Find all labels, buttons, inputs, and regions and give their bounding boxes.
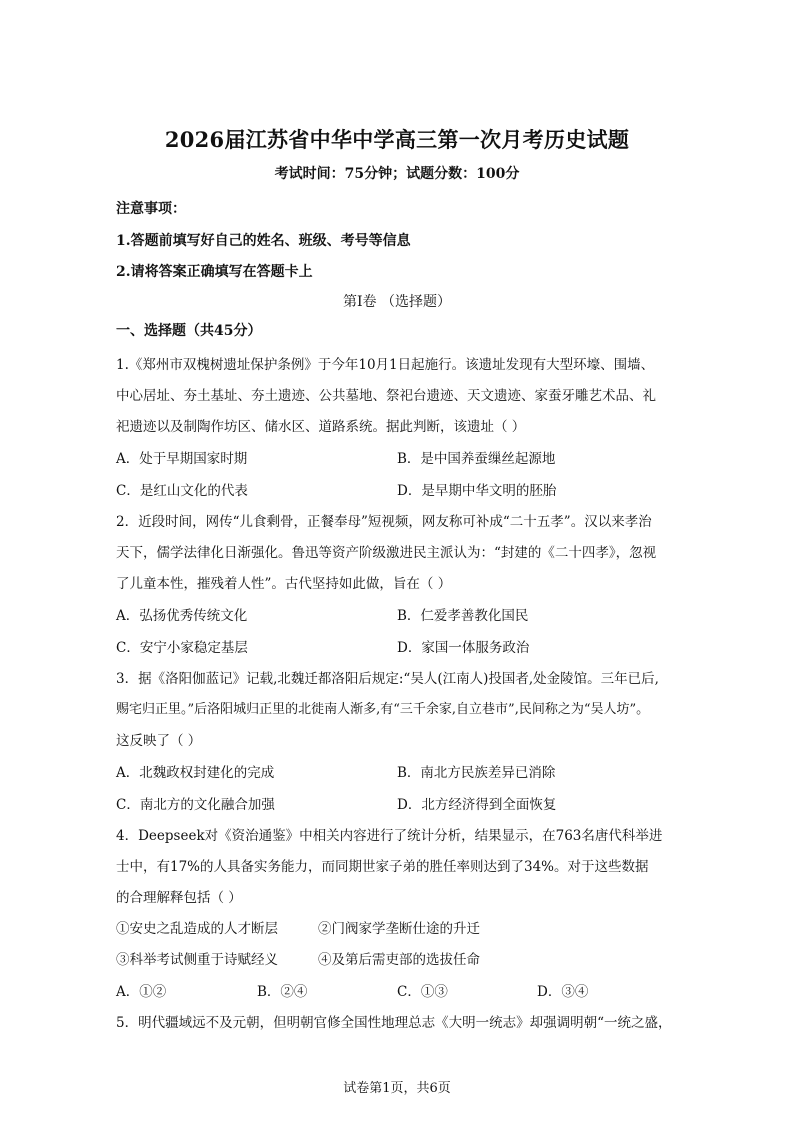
question-4-option-d: D．③④ (537, 984, 589, 1000)
question-2-option-b: B．仁爱孝善教化国民 (397, 608, 529, 624)
question-2-text: 2．近段时间，网传“儿食剩骨，正餐奉母”短视频，网友称可补成“二十五孝”。汉以来孝治 (116, 514, 652, 530)
question-2-option-a: A．弘扬优秀传统文化 (116, 608, 248, 624)
question-3-text: 3．据《洛阳伽蓝记》记载,北魏迁都洛阳后规定:“吴人(江南人)投国者,处金陵馆。三年已后, (116, 671, 659, 687)
page-footer: 试卷第1页，共6页 (343, 1081, 451, 1096)
notes-heading: 注意事项： (116, 201, 186, 217)
question-1-option-c: C．是红山文化的代表 (116, 483, 248, 499)
question-4-option-b: B．②④ (257, 984, 308, 1000)
question-2-option-d: D．家国一体服务政治 (397, 640, 530, 656)
question-4-item-2: ②门阀家学垄断仕途的升迁 (318, 921, 480, 937)
note-item: 2.请将答案正确填写在答题卡上 (116, 264, 313, 280)
question-4-item-3: ③科举考试侧重于诗赋经义 (116, 952, 278, 968)
note-item: 1.答题前填写好自己的姓名、班级、考号等信息 (116, 233, 411, 249)
question-3-text: 赐宅归正里。”后洛阳城归正里的北徙南人渐多,有“三千余家,自立巷市”,民间称之为“吴人坊”。 (116, 702, 650, 717)
question-4-item-4: ④及第后需吏部的选拔任命 (318, 952, 480, 968)
question-1-text: 祀遗迹以及制陶作坊区、储水区、道路系统。据此判断，该遗址（ ） (116, 419, 526, 435)
question-4-item-1: ①安史之乱造成的人才断层 (116, 921, 278, 937)
question-4-option-c: C．①③ (397, 984, 448, 1000)
question-4-option-a: A．①② (116, 984, 167, 1000)
exam-time-and-score: 考试时间：75分钟；试题分数：100分 (274, 166, 520, 182)
question-1-text: 中心居址、夯土基址、夯土遗迹、公共墓地、祭祀台遗迹、天文遗迹、家蚕牙雕艺术品、礼 (116, 388, 656, 404)
question-3-option-c: C．南北方的文化融合加强 (116, 797, 275, 813)
question-2-text: 天下，儒学法律化日渐强化。鲁迅等资产阶级激进民主派认为：“封建的《二十四孝》，忽视 (116, 545, 657, 561)
exam-title: 2026届江苏省中华中学高三第一次月考历史试题 (164, 127, 630, 152)
question-3-option-d: D．北方经济得到全面恢复 (397, 797, 557, 813)
question-2-text: 了儿童本性，摧残着人性”。古代坚持如此做，旨在（ ） (116, 576, 452, 592)
part-heading: 一、选择题（共45分） (116, 323, 262, 339)
question-4-text: 士中，有17%的人具备实务能力，而同期世家子弟的胜任率则达到了34%。对于这些数据 (116, 859, 649, 875)
section-title: 第I卷 （选择题） (343, 294, 451, 310)
question-1-text: 1.《郑州市双槐树遗址保护条例》于今年10月1日起施行。该遗址发现有大型环壕、围墙、 (116, 357, 655, 373)
question-1-option-a: A．处于早期国家时期 (116, 451, 248, 467)
question-5-text: 5．明代疆域远不及元朝，但明朝官修全国性地理总志《大明一统志》却强调明朝“一统之盛， (116, 1015, 672, 1031)
question-1-option-b: B．是中国养蚕缫丝起源地 (397, 451, 556, 467)
question-4-text: 4．Deepseek对《资治通鉴》中相关内容进行了统计分析，结果显示，在763名唐代科举进 (116, 828, 663, 844)
question-3-option-a: A．北魏政权封建化的完成 (116, 765, 275, 781)
question-4-text: 的合理解释包括（ ） (116, 890, 242, 906)
question-3-text: 这反映了（ ） (116, 733, 202, 749)
question-3-option-b: B．南北方民族差异已消除 (397, 765, 556, 781)
question-1-option-d: D．是早期中华文明的胚胎 (397, 483, 557, 499)
question-2-option-c: C．安宁小家稳定基层 (116, 640, 248, 656)
